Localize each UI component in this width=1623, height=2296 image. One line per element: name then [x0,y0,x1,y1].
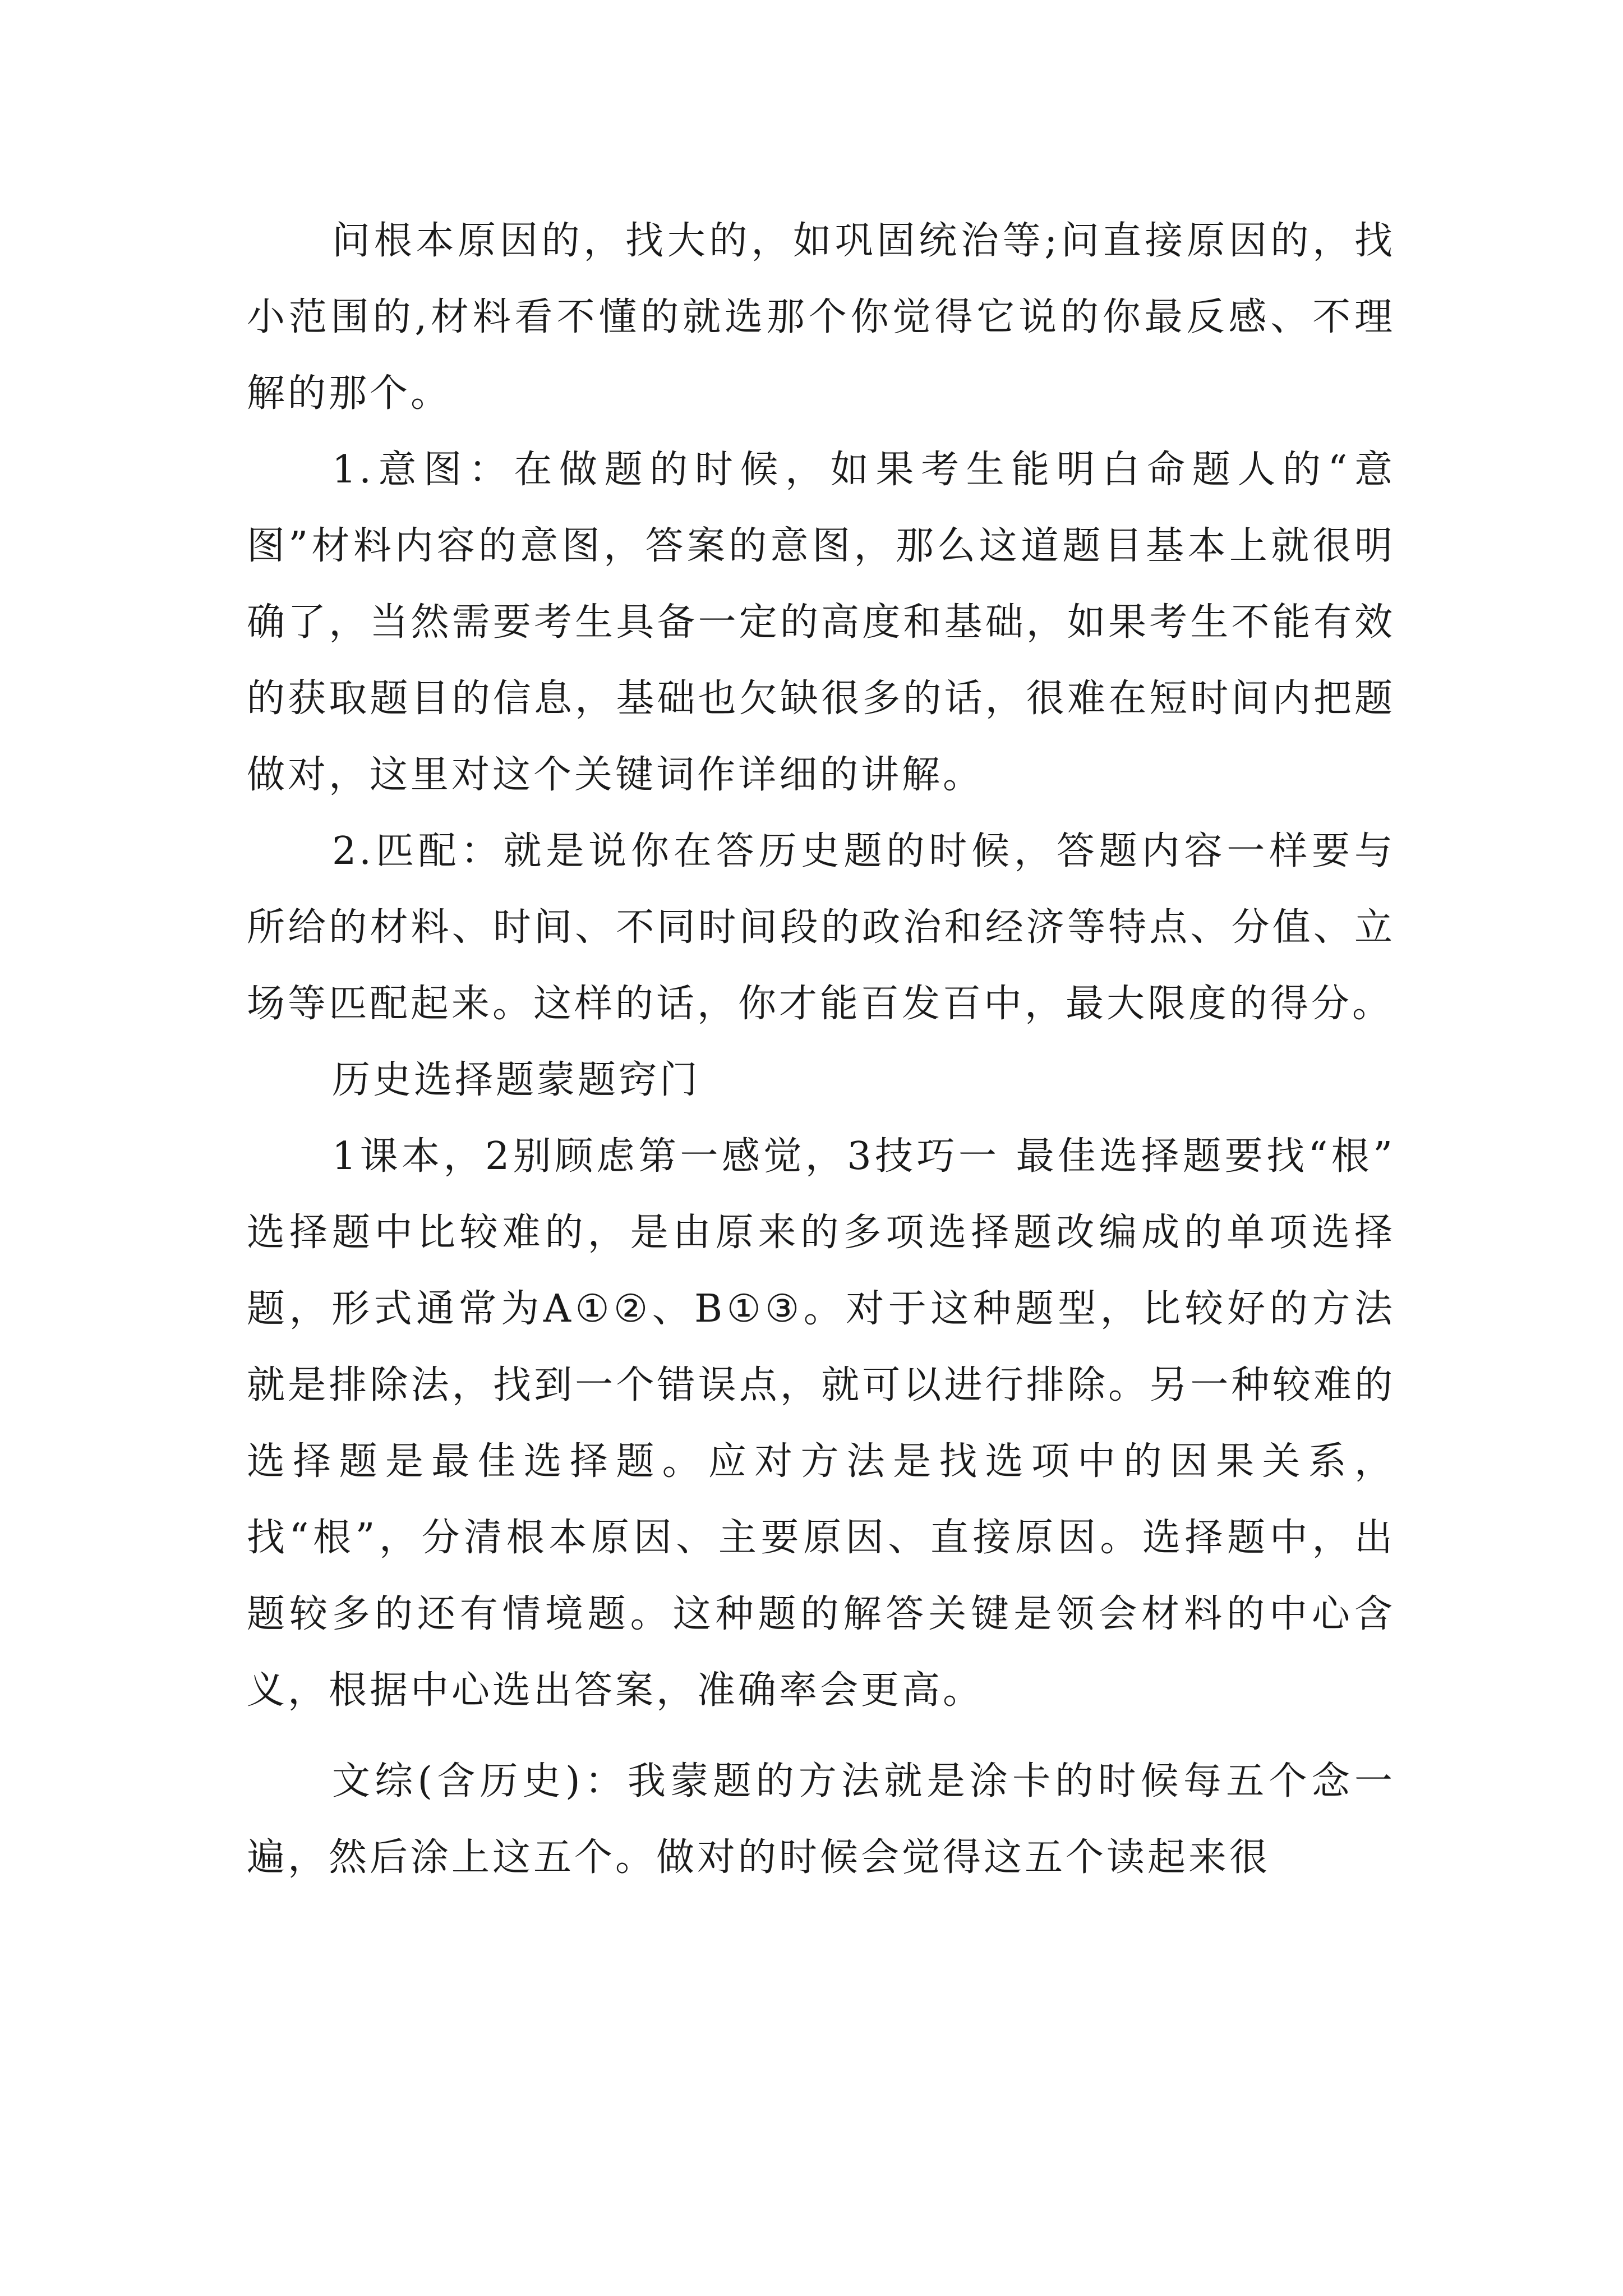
paragraph-match: 2.匹配：就是说你在答历史题的时候，答题内容一样要与所给的材料、时间、不同时间段的政治和经济等特点、分值、立场等匹配起来。这样的话，你才能百发百中，最大限度的得分。 [247,829,1395,1026]
paragraph-wenzong: 文综(含历史)：我蒙题的方法就是涂卡的时候每五个念一遍，然后涂上这五个。做对的时候会觉得这五个读起来很 [247,1759,1395,1880]
paragraph-intent: 1.意图：在做题的时候，如果考生能明白命题人的“意图”材料内容的意图，答案的意图，那么这道题目基本上就很明确了，当然需要考生具备一定的高度和基础，如果考生不能有效的获取题目的信息，基础也欠缺很多的话，很难在短时间内把题做对，这里对这个关键词作详细的讲解。 [247,448,1395,797]
paragraph-root-cause: 问根本原因的，找大的，如巩固统治等;问直接原因的，找小范围的,材料看不懂的就选那个你觉得它说的你最反感、不理解的那个。 [247,219,1395,416]
document-body [247,203,1395,1896]
section-heading: 历史选择题蒙题窍门 [332,1058,701,1102]
paragraph-choice-tips: 1课本，2别顾虑第一感觉，3技巧一 最佳选择题要找“根” 选择题中比较难的，是由原来的多项选择题改编成的单项选择题，形式通常为A①②、B①③。对于这种题型，比较好的方法就是排除法，找到一个错误点，就可以进行排除。另一种较难的选择题是最佳选择题。应对方法是找选项中的因果关系，找“根”，分清根本原因、主要原因、直接原因。选择题中，出题较多的还有情境题。这种题的解答关键是领会材料的中心含义，根据中心选出答案，准确率会更高。 [247,1134,1395,1713]
